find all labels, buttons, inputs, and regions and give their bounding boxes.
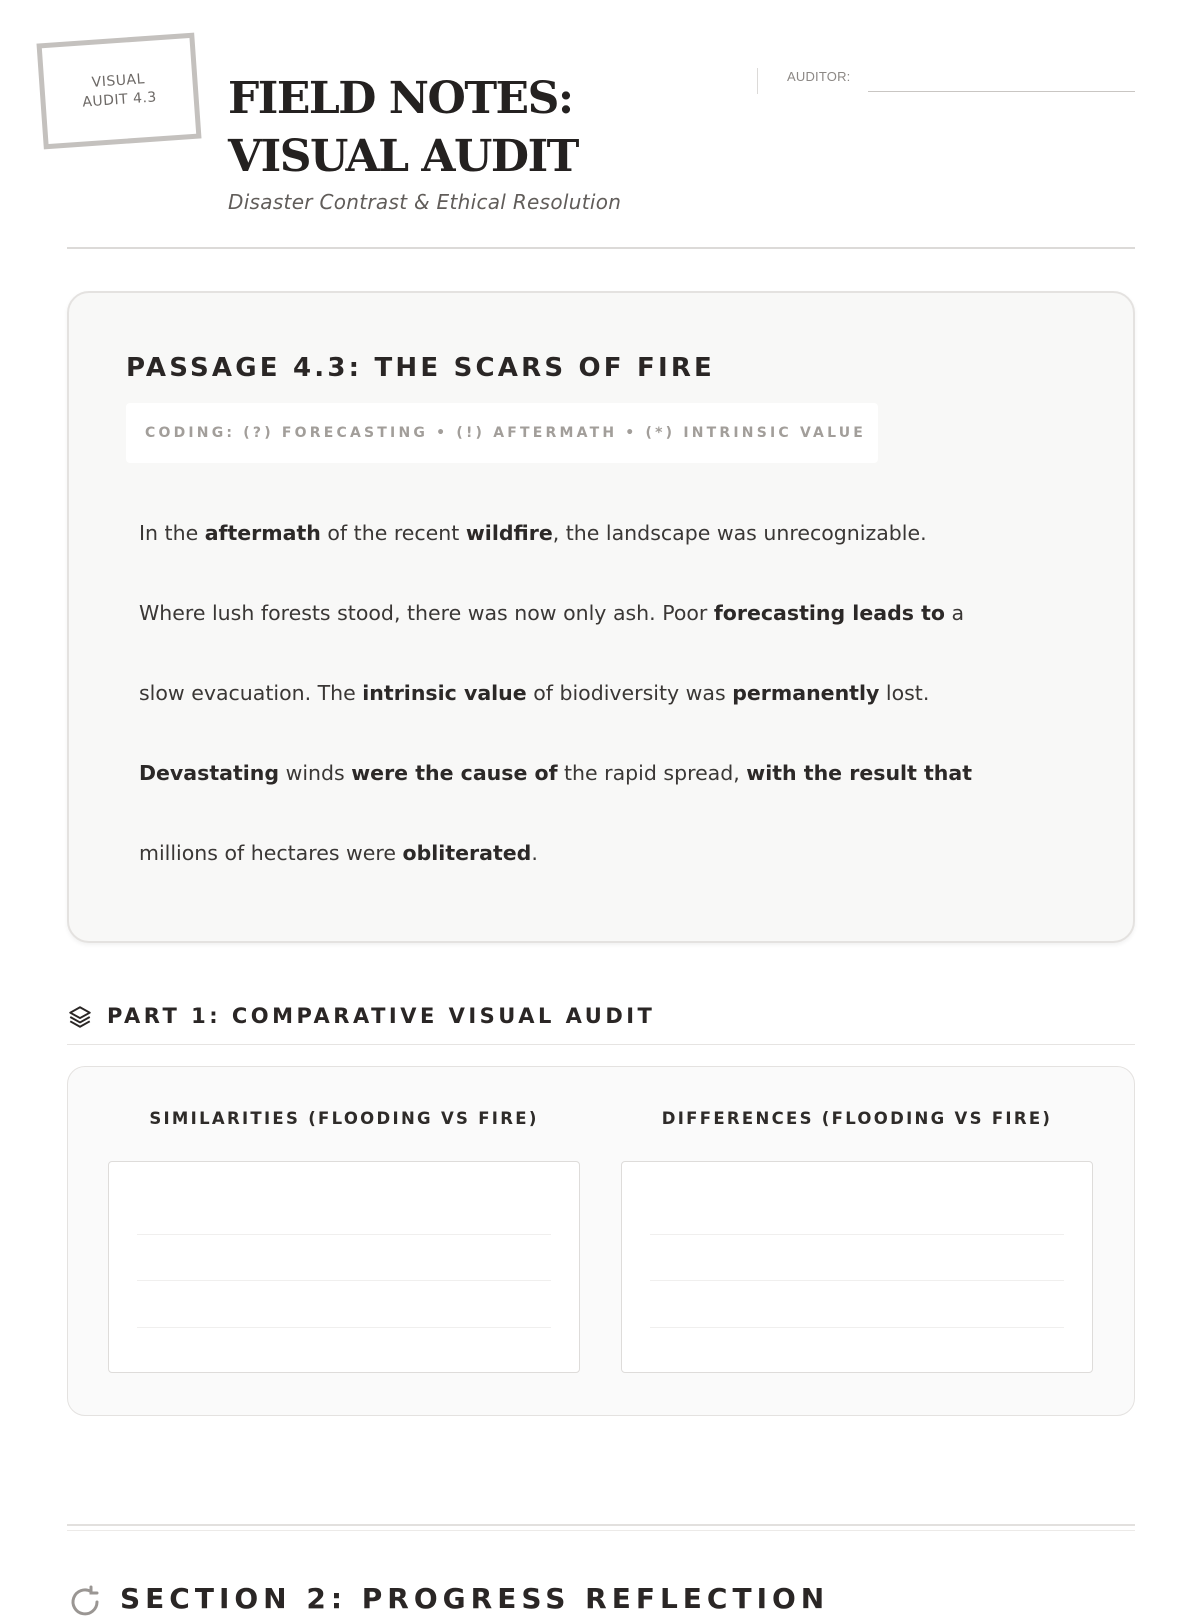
layers-icon <box>67 1004 93 1030</box>
page-title: FIELD NOTES: VISUAL AUDIT <box>228 73 578 182</box>
auditor-field[interactable] <box>868 91 1135 92</box>
passage-text-run: Where lush forests stood, there was now only ash. Poor <box>139 601 714 625</box>
differences-heading: DIFFERENCES (FLOODING VS FIRE) <box>661 1109 1053 1128</box>
passage-text-run: a <box>944 601 965 625</box>
part1-rule <box>67 1044 1135 1045</box>
similarities-heading: SIMILARITIES (FLOODING VS FIRE) <box>149 1109 539 1128</box>
key-term: obliterated <box>402 841 532 865</box>
passage-line <box>139 573 1059 653</box>
passage-text-run: winds <box>279 761 352 785</box>
passage-text-run: lost. <box>879 681 930 705</box>
page-subtitle: Disaster Contrast & Ethical Resolution <box>228 190 622 214</box>
section-divider <box>67 1524 1135 1526</box>
section-divider-secondary <box>67 1530 1135 1531</box>
differences-answer-box[interactable] <box>621 1161 1093 1373</box>
key-term: with the result that <box>746 761 973 785</box>
passage-text-run: , the landscape was unrecognizable. <box>552 521 927 545</box>
writing-line <box>650 1234 1064 1235</box>
key-term: Devastating <box>139 761 280 785</box>
similarities-answer-box[interactable] <box>108 1161 580 1373</box>
writing-line <box>137 1280 551 1281</box>
passage-text-run: In the <box>139 521 205 545</box>
writing-line <box>137 1327 551 1328</box>
section2-title: SECTION 2: PROGRESS REFLECTION <box>120 1582 830 1615</box>
stamp-line-2: AUDIT 4.3 <box>81 89 158 111</box>
passage-text-run: millions of hectares were <box>139 841 403 865</box>
passage-text-run: the rapid spread, <box>557 761 747 785</box>
key-term: forecasting leads to <box>713 601 945 625</box>
writing-line <box>650 1327 1064 1328</box>
passage-line <box>139 493 1059 573</box>
key-term: wildfire <box>465 521 553 545</box>
passage-line <box>139 813 1059 893</box>
coding-key: CODING: (?) FORECASTING • (!) AFTERMATH • (*) INTRINSIC VALUE <box>126 403 878 463</box>
passage-text-run: slow evacuation. The <box>139 681 363 705</box>
passage-line <box>139 733 1059 813</box>
passage-text-run: of biodiversity was <box>526 681 733 705</box>
key-term: intrinsic value <box>362 681 527 705</box>
passage-text-run: of the recent <box>320 521 466 545</box>
header-divider <box>757 68 758 94</box>
writing-line <box>137 1234 551 1235</box>
passage-card <box>67 291 1135 943</box>
passage-text <box>139 493 1059 893</box>
key-term: aftermath <box>204 521 321 545</box>
passage-title: PASSAGE 4.3: THE SCARS OF FIRE <box>126 353 716 383</box>
refresh-icon <box>67 1584 103 1620</box>
key-term: permanently <box>732 681 880 705</box>
header-rule <box>67 247 1135 249</box>
part1-title: PART 1: COMPARATIVE VISUAL AUDIT <box>107 1004 656 1028</box>
stamp-line-1: VISUAL <box>91 71 146 91</box>
passage-text-run: . <box>531 841 538 865</box>
key-term: were the cause of <box>351 761 558 785</box>
writing-line <box>650 1280 1064 1281</box>
auditor-label: AUDITOR: <box>787 69 851 84</box>
passage-line <box>139 653 1059 733</box>
audit-stamp <box>36 33 201 150</box>
comparative-audit-card <box>67 1066 1135 1416</box>
